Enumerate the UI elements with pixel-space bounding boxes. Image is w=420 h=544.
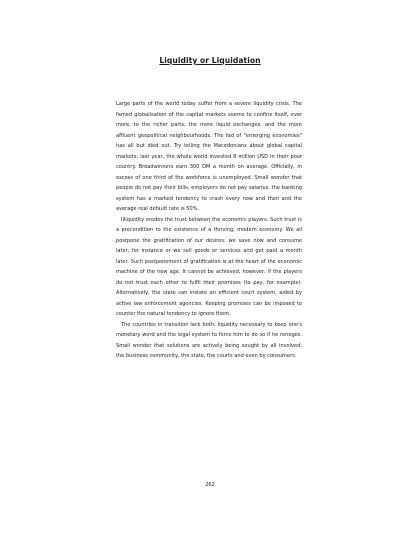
body-text xyxy=(116,99,302,362)
paragraph-3: The countries in transition lack both: liquidity necessary to keep one's monetary word and the legal system to force him to do so if he reneges. Small wonder that solutions are actively being sought by all involved: the business community, the state, the courts and even by consumers. xyxy=(116,321,302,359)
paragraph-2: Illiquidity erodes the trust between the economic players. Such trust is a precondition to the existence of a thriving, modern economy. We all postpone the gratification of our desires: we save now and consume later, for instance or we sell goods or services and get paid a month later. Such postponement of gratification is at the heart of the economic machine of the new age. It cannot be achieved, however, if the players do not trust each other to fulfil their promises (to pay, for example). Alternatively, the state can instate an efficient court system, aided by active law enforcement agencies. Keeping promises can be imposed to counter the natural tendency to ignore them. xyxy=(116,216,302,317)
page-number: 262 xyxy=(205,482,215,488)
page-title: Liquidity or Liquidation xyxy=(159,56,261,65)
paragraph-1: Large parts of the world today suffer from a severe liquidity crisis. The famed globalisation of the capital markets seems to confine itself, ever more, to the richer parts, the more liquid exchanges, and the more affluent geopolitical neighbourhoods. The fad of "emerging economies" has all but died out. Try telling the Macedonians about global capital markets: last year, the whole world invested 8 million USD in their poor country. Breadwinners earn 300 DM a month on average. Officially, in excess of one third of the workforce is unemployed. Small wonder that people do not pay their bills, employers do not pay salaries, the banking system has a marked tendency to crash every now and then and the average real default rate is 50%. xyxy=(116,101,302,212)
